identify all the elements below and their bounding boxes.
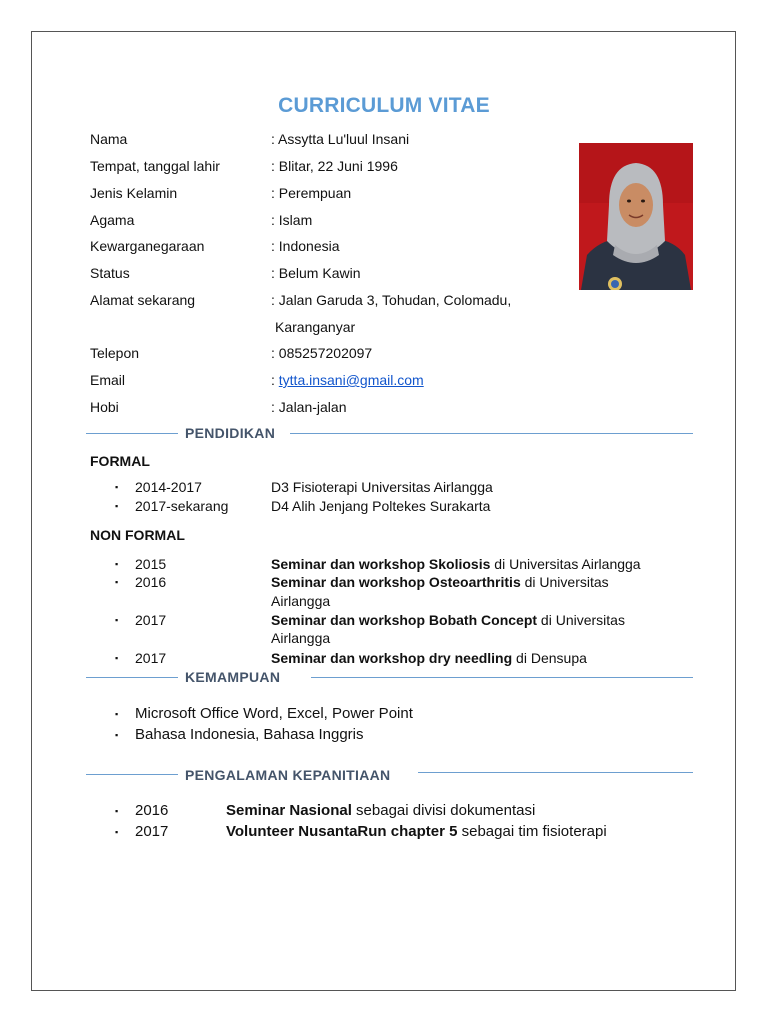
committee-year: 2017 bbox=[135, 823, 169, 840]
value-email-row bbox=[271, 372, 424, 388]
nonformal-year: 2015 bbox=[135, 556, 167, 572]
nonformal-place: di Densupa bbox=[512, 650, 587, 666]
label-kewarganegaraan: Kewarganegaraan bbox=[90, 238, 205, 254]
nonformal-year: 2016 bbox=[135, 574, 167, 590]
label-nama: Nama bbox=[90, 131, 128, 147]
label-telepon: Telepon bbox=[90, 345, 140, 361]
nonformal-desc bbox=[271, 574, 609, 590]
value-hobi: : Jalan-jalan bbox=[271, 399, 347, 415]
nonformal-place: di Universitas Airlangga bbox=[490, 556, 641, 572]
section-rule-left bbox=[86, 433, 178, 434]
label-jenis-kelamin: Jenis Kelamin bbox=[90, 185, 178, 201]
formal-heading: FORMAL bbox=[90, 453, 150, 469]
profile-photo bbox=[579, 143, 693, 290]
committee-desc bbox=[226, 823, 607, 840]
section-rule-left bbox=[86, 677, 178, 678]
page-title: CURRICULUM VITAE bbox=[278, 94, 490, 117]
label-hobi: Hobi bbox=[90, 399, 119, 415]
section-rule-left bbox=[86, 774, 178, 775]
committee-desc bbox=[226, 802, 535, 819]
value-nama: : Assytta Lu'luul Insani bbox=[271, 131, 410, 147]
list-bullet: ▪ bbox=[115, 577, 119, 587]
value-status: : Belum Kawin bbox=[271, 265, 361, 281]
nonformal-desc bbox=[271, 556, 641, 572]
nonformal-desc bbox=[271, 650, 587, 666]
committee-role: sebagai tim fisioterapi bbox=[457, 823, 607, 840]
skill-item: Microsoft Office Word, Excel, Power Point bbox=[135, 705, 413, 722]
label-status: Status bbox=[90, 265, 130, 281]
nonformal-desc-line2: Airlangga bbox=[271, 593, 331, 609]
section-title-kepanitiaan: PENGALAMAN KEPANITIAAN bbox=[185, 767, 391, 783]
nonformal-place: di Universitas bbox=[537, 612, 625, 628]
section-rule-right bbox=[290, 433, 693, 434]
value-telepon: : 085257202097 bbox=[271, 345, 373, 361]
nonformal-desc bbox=[271, 612, 625, 628]
list-bullet: ▪ bbox=[115, 827, 119, 837]
formal-year: 2014-2017 bbox=[135, 479, 202, 495]
label-alamat: Alamat sekarang bbox=[90, 292, 196, 308]
list-bullet: ▪ bbox=[115, 501, 119, 511]
committee-year: 2016 bbox=[135, 802, 169, 819]
section-rule-right bbox=[418, 772, 693, 773]
value-ttl: : Blitar, 22 Juni 1996 bbox=[271, 158, 398, 174]
committee-event: Seminar Nasional bbox=[226, 802, 352, 819]
nonformal-heading: NON FORMAL bbox=[90, 527, 185, 543]
nonformal-title: Seminar dan workshop Bobath Concept bbox=[271, 612, 538, 628]
label-email: Email bbox=[90, 372, 126, 388]
value-jenis-kelamin: : Perempuan bbox=[271, 185, 352, 201]
person-portrait-icon bbox=[579, 143, 693, 290]
nonformal-place: di Universitas bbox=[520, 574, 609, 590]
skill-item: Bahasa Indonesia, Bahasa Inggris bbox=[135, 726, 364, 743]
value-agama: : Islam bbox=[271, 212, 313, 228]
label-agama: Agama bbox=[90, 212, 135, 228]
email-prefix: : bbox=[271, 372, 279, 388]
email-link[interactable]: tytta.insani@gmail.com bbox=[278, 372, 424, 388]
list-bullet: ▪ bbox=[115, 559, 119, 569]
value-kewarganegaraan: : Indonesia bbox=[271, 238, 340, 254]
section-rule-right bbox=[311, 677, 693, 678]
value-alamat: : Jalan Garuda 3, Tohudan, Colomadu, bbox=[271, 292, 512, 308]
list-bullet: ▪ bbox=[115, 709, 119, 719]
list-bullet: ▪ bbox=[115, 730, 119, 740]
nonformal-year: 2017 bbox=[135, 650, 167, 666]
list-bullet: ▪ bbox=[115, 615, 119, 625]
committee-event: Volunteer NusantaRun chapter 5 bbox=[226, 823, 458, 840]
nonformal-year: 2017 bbox=[135, 612, 167, 628]
label-ttl: Tempat, tanggal lahir bbox=[90, 158, 220, 174]
committee-role: sebagai divisi dokumentasi bbox=[351, 802, 536, 819]
list-bullet: ▪ bbox=[115, 806, 119, 816]
nonformal-title: Seminar dan workshop Osteoarthritis bbox=[271, 574, 521, 590]
nonformal-title: Seminar dan workshop Skoliosis bbox=[271, 556, 491, 572]
nonformal-title: Seminar dan workshop dry needling bbox=[271, 650, 513, 666]
nonformal-desc-line2: Airlangga bbox=[271, 630, 331, 646]
formal-year: 2017-sekarang bbox=[135, 498, 229, 514]
list-bullet: ▪ bbox=[115, 653, 119, 663]
formal-desc: D3 Fisioterapi Universitas Airlangga bbox=[271, 479, 493, 495]
value-alamat-line2: Karanganyar bbox=[275, 319, 356, 335]
list-bullet: ▪ bbox=[115, 482, 119, 492]
section-title-kemampuan: KEMAMPUAN bbox=[185, 669, 281, 685]
formal-desc: D4 Alih Jenjang Poltekes Surakarta bbox=[271, 498, 491, 514]
section-title-pendidikan: PENDIDIKAN bbox=[185, 425, 276, 441]
